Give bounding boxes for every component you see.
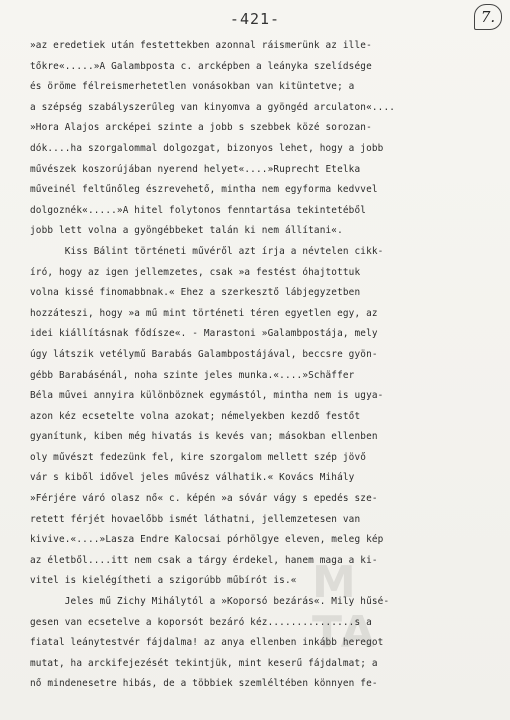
text-line: nő mindenesetre hibás, de a többiek szemléltében könnyen fe- <box>30 678 378 690</box>
text-line: azon kéz ecsetelte volna azokat; némelyekben kezdő festőt <box>30 410 361 422</box>
sheet-number-circled: 7. <box>474 4 502 30</box>
text-line: Béla művei annyira különböznek egymástól, mintha nem is ugya- <box>30 390 384 402</box>
text-line: idei kiállításnak fődísze«. - Marastoni »Galambpostája, mely <box>30 328 378 340</box>
text-line: az életből....itt nem csak a tárgy érdekel, hanem maga a ki- <box>30 554 378 566</box>
text-line: vitel is kielégítheti a szigorúbb műbírót is.« <box>30 575 297 587</box>
typewritten-body-text <box>30 36 492 695</box>
text-line: és öröme félreismerhetetlen vonásokban van kitüntetve; a <box>30 81 355 93</box>
text-line: »az eredetiek után festettekben azonnal ráismerünk az ille- <box>30 40 372 51</box>
text-line: vár s kiből idővel jeles művész válhatik.« Kovács Mihály <box>30 472 355 484</box>
text-line: hozzáteszi, hogy »a mű mint történeti téren egyetlen egy, az <box>30 307 378 319</box>
text-line: retett férjét hovaelőbb ismét láthatni, jellemzetesen van <box>30 513 361 525</box>
text-line: kivive.«....»Lasza Endre Kalocsai pórhölgye eleven, meleg kép <box>30 534 384 546</box>
watermark-logo: M TA <box>312 557 377 658</box>
text-line: író, hogy az igen jellemzetes, csak »a festést óhajtottuk <box>30 266 361 278</box>
text-line: gesen van ecsetelve a koporsót bezáró kéz...............s a <box>30 616 372 628</box>
text-line: oly művészt fedezünk fel, kire szorgalom mellett szép jövő <box>30 451 367 463</box>
text-line: dók....ha szorgalommal dolgozgat, bizonyos lehet, hogy a jobb <box>30 142 384 154</box>
text-line: »Hora Alajos arcképei szinte a jobb s szebbek közé sorozan- <box>30 122 372 134</box>
text-line: művészek koszorújában nyerend helyet«....»Ruprecht Etelka <box>30 163 361 175</box>
text-line: volna kissé finomabbnak.« Ehez a szerkesztő lábjegyzetben <box>30 287 361 299</box>
text-line: a szépség szabályszerűleg van kinyomva a gyöngéd arculaton«.... <box>30 101 396 113</box>
text-line: »Férjére váró olasz nő« c. képén »a sóvár vágy s epedés sze- <box>30 493 378 505</box>
text-line: műveinél feltűnőleg észrevehető, mintha nem egyforma kedvvel <box>30 184 378 196</box>
text-line: Kiss Bálint történeti művéről azt írja a névtelen cikk- <box>30 245 384 257</box>
text-line: mutat, ha arckifejezését tekintjük, mint keserű fájdalmat; a <box>30 657 378 669</box>
text-line: jobb lett volna a gyöngébbeket talán ki nem állítani«. <box>30 225 343 237</box>
text-line: Jeles mű Zichy Mihálytól a »Koporsó bezárás«. Mily hűsé- <box>30 596 390 608</box>
text-line: dolgoznék«.....»A hitel folytonos fenntartása tekintetéből <box>30 204 367 216</box>
text-line: úgy látszik vetélymű Barabás Galambpostájával, beccsre gyön- <box>30 348 378 360</box>
page-number: -421- <box>229 10 281 28</box>
text-line: gébb Barabásénál, noha szinte jeles munka.«....»Schäffer <box>30 369 355 381</box>
text-line: fiatal leánytestvér fájdalma! az anya ellenben inkább heregot <box>30 637 384 649</box>
text-line: gyanítunk, kiben még hivatás is kevés van; másokban ellenben <box>30 431 378 443</box>
text-line: tőkre«.....»A Galambposta c. arcképben a leányka szelídsége <box>30 60 372 72</box>
